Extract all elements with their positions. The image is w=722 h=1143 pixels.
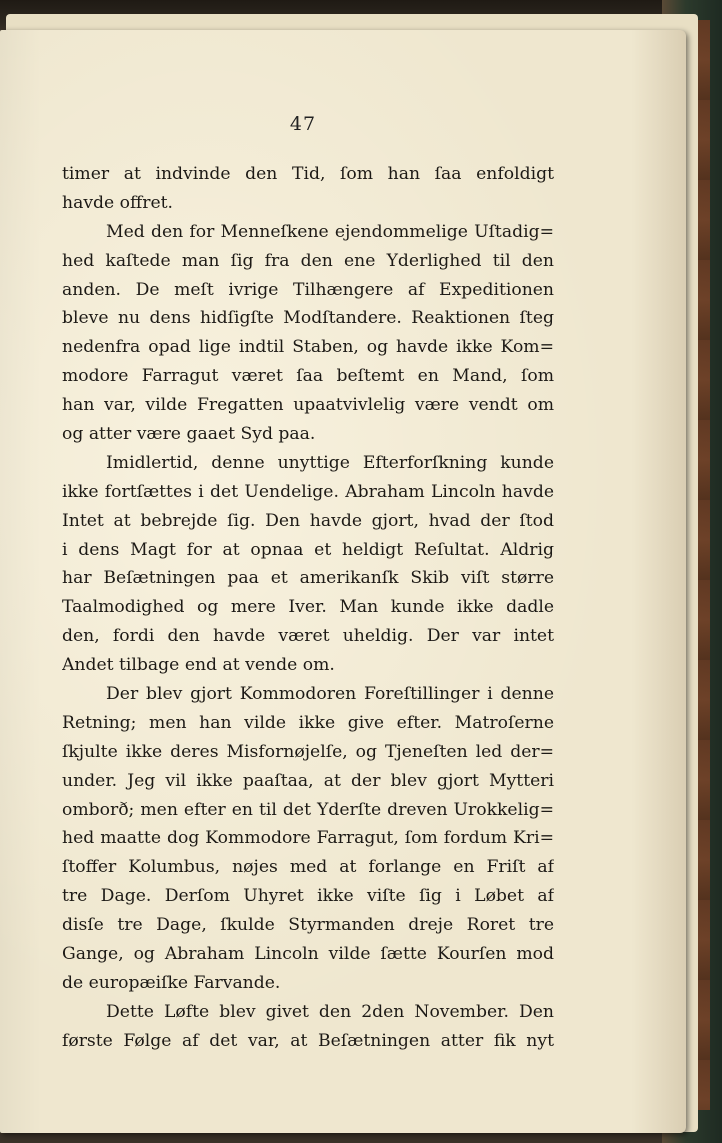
text-line: ikke fortſættes i det Uendelige. Abraham Lincoln havde bbox=[62, 481, 554, 502]
text-line: Dette Løfte blev givet den 2den November. Den bbox=[106, 1001, 554, 1022]
text-line: anden. De meſt ivrige Tilhængere af Expeditionen bbox=[62, 279, 554, 300]
text-line: og atter være gaaet Syd paa. bbox=[62, 424, 316, 445]
text-line: under. Jeg vil ikke paaſtaa, at der blev gjort Mytteri bbox=[62, 770, 554, 791]
body-text bbox=[62, 160, 554, 1056]
text-line: Imidlertid, denne unyttige Efterforſkning kunde bbox=[106, 452, 554, 473]
text-line: omborð; men efter en til det Yderſte dreven Urokkelig= bbox=[62, 799, 554, 820]
text-line: Taalmodighed og mere Iver. Man kunde ikke dadle bbox=[62, 597, 554, 618]
text-line: Intet at bebrejde ſig. Den havde gjort, hvad der ſtod bbox=[62, 510, 554, 531]
text-line: i dens Magt for at opnaa et heldigt Reſultat. Aldrig bbox=[62, 539, 554, 560]
text-line: Gange, og Abraham Lincoln vilde ſætte Kourſen mod bbox=[62, 944, 554, 965]
text-line: har Beſætningen paa et amerikanſk Skib viſt større bbox=[62, 568, 554, 589]
text-line: ſtoffer Kolumbus, nøjes med at forlange en Friſt af bbox=[62, 857, 554, 878]
text-line: nedenfra opad lige indtil Staben, og havde ikke Kom= bbox=[62, 337, 554, 358]
text-line: hed kaſtede man ſig fra den ene Yderlighed til den bbox=[62, 250, 554, 271]
book-page bbox=[0, 30, 686, 1133]
text-line: modore Farragut været ſaa beſtemt en Mand, ſom bbox=[62, 366, 554, 387]
text-line: bleve nu dens hidſigſte Modſtandere. Reaktionen ſteg bbox=[62, 308, 554, 329]
text-line: disſe tre Dage, ſkulde Styrmanden dreje Roret tre bbox=[62, 915, 554, 936]
text-line: Andet tilbage end at vende om. bbox=[62, 655, 335, 676]
text-line: Der blev gjort Kommodoren Foreſtillinger i denne bbox=[106, 684, 554, 705]
text-line: timer at indvinde den Tid, ſom han ſaa enfoldigt bbox=[62, 164, 554, 184]
text-line: Retning; men han vilde ikke give efter. Matroſerne bbox=[62, 712, 554, 733]
text-line: havde offret. bbox=[62, 192, 173, 213]
text-line: hed maatte dog Kommodore Farragut, ſom fordum Kri= bbox=[62, 828, 554, 849]
text-line: første Følge af det var, at Beſætningen atter fik nyt bbox=[62, 1030, 554, 1051]
text-line: den, fordi den havde været uheldig. Der var intet bbox=[62, 626, 554, 647]
text-line: ſkjulte ikke deres Misfornøjelſe, og Tjeneſten led der= bbox=[62, 741, 554, 762]
text-line: de europæiſke Farvande. bbox=[62, 972, 281, 993]
page-number: 47 bbox=[289, 113, 317, 135]
text-line: tre Dage. Derſom Uhyret ikke viſte ſig i Løbet af bbox=[62, 886, 554, 907]
text-line: han var, vilde Fregatten upaatvivlelig være vendt om bbox=[62, 395, 554, 416]
text-line: Med den for Menneſkene ejendommelige Uſtadig= bbox=[106, 221, 554, 242]
